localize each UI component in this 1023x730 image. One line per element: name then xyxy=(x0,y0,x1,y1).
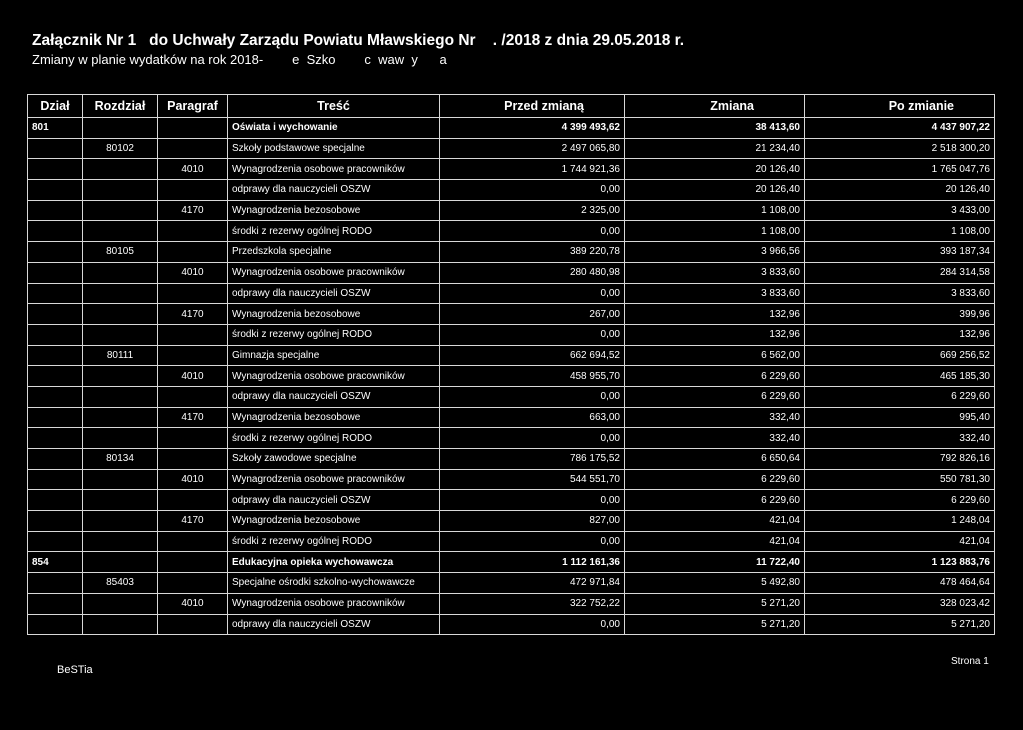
cell-dzial xyxy=(28,221,83,242)
cell-zmiana: 132,96 xyxy=(625,304,805,325)
cell-po-zmianie: 332,40 xyxy=(805,428,995,449)
table-row xyxy=(28,242,995,263)
cell-zmiana: 5 271,20 xyxy=(625,614,805,635)
table-row xyxy=(28,118,995,139)
cell-dzial xyxy=(28,200,83,221)
cell-rozdzial xyxy=(83,531,158,552)
cell-przed-zmiana: 662 694,52 xyxy=(440,345,625,366)
cell-paragraf: 4010 xyxy=(158,159,228,180)
cell-po-zmianie: 399,96 xyxy=(805,304,995,325)
cell-dzial xyxy=(28,304,83,325)
cell-paragraf xyxy=(158,180,228,201)
table-row xyxy=(28,345,995,366)
cell-zmiana: 6 650,64 xyxy=(625,449,805,470)
cell-rozdzial xyxy=(83,593,158,614)
cell-zmiana: 1 108,00 xyxy=(625,200,805,221)
document-subtitle: Zmiany w planie wydatków na rok 2018- e Szko c waw y a xyxy=(32,52,447,67)
page-number: Strona 1 xyxy=(951,656,989,667)
cell-paragraf xyxy=(158,324,228,345)
cell-po-zmianie: 1 765 047,76 xyxy=(805,159,995,180)
cell-paragraf: 4010 xyxy=(158,593,228,614)
cell-po-zmianie: 550 781,30 xyxy=(805,469,995,490)
cell-tresc: odprawy dla nauczycieli OSZW xyxy=(228,386,440,407)
cell-paragraf: 4010 xyxy=(158,262,228,283)
cell-przed-zmiana: 0,00 xyxy=(440,428,625,449)
cell-przed-zmiana: 0,00 xyxy=(440,386,625,407)
cell-paragraf xyxy=(158,531,228,552)
cell-zmiana: 5 492,80 xyxy=(625,573,805,594)
cell-po-zmianie: 3 833,60 xyxy=(805,283,995,304)
cell-rozdzial xyxy=(83,511,158,532)
cell-paragraf: 4010 xyxy=(158,366,228,387)
cell-tresc: Wynagrodzenia bezosobowe xyxy=(228,200,440,221)
table-row xyxy=(28,221,995,242)
cell-tresc: Wynagrodzenia bezosobowe xyxy=(228,304,440,325)
table-row xyxy=(28,552,995,573)
cell-zmiana: 11 722,40 xyxy=(625,552,805,573)
cell-przed-zmiana: 472 971,84 xyxy=(440,573,625,594)
cell-po-zmianie: 132,96 xyxy=(805,324,995,345)
cell-dzial xyxy=(28,262,83,283)
cell-paragraf xyxy=(158,490,228,511)
cell-dzial xyxy=(28,407,83,428)
cell-przed-zmiana: 267,00 xyxy=(440,304,625,325)
cell-zmiana: 332,40 xyxy=(625,407,805,428)
table-row xyxy=(28,490,995,511)
table-row xyxy=(28,200,995,221)
table-row xyxy=(28,262,995,283)
cell-dzial xyxy=(28,242,83,263)
cell-po-zmianie: 393 187,34 xyxy=(805,242,995,263)
cell-rozdzial xyxy=(83,324,158,345)
table-row xyxy=(28,324,995,345)
cell-paragraf xyxy=(158,345,228,366)
cell-zmiana: 3 833,60 xyxy=(625,262,805,283)
cell-tresc: odprawy dla nauczycieli OSZW xyxy=(228,180,440,201)
cell-po-zmianie: 284 314,58 xyxy=(805,262,995,283)
cell-przed-zmiana: 322 752,22 xyxy=(440,593,625,614)
cell-po-zmianie: 6 229,60 xyxy=(805,386,995,407)
cell-tresc: odprawy dla nauczycieli OSZW xyxy=(228,283,440,304)
cell-paragraf: 4170 xyxy=(158,200,228,221)
cell-rozdzial xyxy=(83,490,158,511)
cell-przed-zmiana: 458 955,70 xyxy=(440,366,625,387)
cell-przed-zmiana: 0,00 xyxy=(440,324,625,345)
table-row xyxy=(28,138,995,159)
cell-paragraf xyxy=(158,386,228,407)
cell-po-zmianie: 20 126,40 xyxy=(805,180,995,201)
cell-zmiana: 421,04 xyxy=(625,511,805,532)
table-row xyxy=(28,304,995,325)
cell-tresc: Wynagrodzenia osobowe pracowników xyxy=(228,469,440,490)
cell-przed-zmiana: 663,00 xyxy=(440,407,625,428)
cell-dzial xyxy=(28,180,83,201)
cell-dzial: 854 xyxy=(28,552,83,573)
cell-po-zmianie: 1 123 883,76 xyxy=(805,552,995,573)
cell-przed-zmiana: 280 480,98 xyxy=(440,262,625,283)
cell-rozdzial xyxy=(83,386,158,407)
cell-tresc: Specjalne ośrodki szkolno-wychowawcze xyxy=(228,573,440,594)
cell-paragraf xyxy=(158,283,228,304)
table-row xyxy=(28,614,995,635)
cell-tresc: Wynagrodzenia bezosobowe xyxy=(228,407,440,428)
cell-przed-zmiana: 544 551,70 xyxy=(440,469,625,490)
table-row xyxy=(28,428,995,449)
cell-przed-zmiana: 0,00 xyxy=(440,180,625,201)
cell-paragraf: 4170 xyxy=(158,511,228,532)
cell-tresc: Szkoły podstawowe specjalne xyxy=(228,138,440,159)
cell-przed-zmiana: 4 399 493,62 xyxy=(440,118,625,139)
cell-przed-zmiana: 2 497 065,80 xyxy=(440,138,625,159)
cell-rozdzial xyxy=(83,428,158,449)
cell-tresc: Gimnazja specjalne xyxy=(228,345,440,366)
cell-zmiana: 421,04 xyxy=(625,531,805,552)
table-row xyxy=(28,159,995,180)
cell-dzial xyxy=(28,573,83,594)
column-header: Treść xyxy=(228,95,440,118)
cell-przed-zmiana: 0,00 xyxy=(440,614,625,635)
cell-przed-zmiana: 1 744 921,36 xyxy=(440,159,625,180)
table-row xyxy=(28,180,995,201)
cell-przed-zmiana: 1 112 161,36 xyxy=(440,552,625,573)
cell-tresc: środki z rezerwy ogólnej RODO xyxy=(228,428,440,449)
cell-rozdzial xyxy=(83,552,158,573)
cell-zmiana: 5 271,20 xyxy=(625,593,805,614)
cell-zmiana: 6 229,60 xyxy=(625,469,805,490)
cell-paragraf xyxy=(158,242,228,263)
cell-rozdzial xyxy=(83,304,158,325)
column-header: Przed zmianą xyxy=(440,95,625,118)
cell-po-zmianie: 3 433,00 xyxy=(805,200,995,221)
table-row xyxy=(28,511,995,532)
cell-dzial xyxy=(28,511,83,532)
cell-dzial xyxy=(28,159,83,180)
cell-rozdzial xyxy=(83,407,158,428)
cell-tresc: Wynagrodzenia osobowe pracowników xyxy=(228,366,440,387)
cell-po-zmianie: 792 826,16 xyxy=(805,449,995,470)
cell-dzial xyxy=(28,345,83,366)
table-header-row xyxy=(28,95,995,118)
cell-dzial xyxy=(28,490,83,511)
cell-paragraf: 4170 xyxy=(158,304,228,325)
cell-po-zmianie: 421,04 xyxy=(805,531,995,552)
cell-tresc: Szkoły zawodowe specjalne xyxy=(228,449,440,470)
cell-zmiana: 6 229,60 xyxy=(625,490,805,511)
cell-rozdzial: 80102 xyxy=(83,138,158,159)
cell-przed-zmiana: 389 220,78 xyxy=(440,242,625,263)
cell-po-zmianie: 6 229,60 xyxy=(805,490,995,511)
cell-przed-zmiana: 827,00 xyxy=(440,511,625,532)
column-header: Po zmianie xyxy=(805,95,995,118)
cell-dzial xyxy=(28,324,83,345)
table-row xyxy=(28,531,995,552)
cell-rozdzial xyxy=(83,262,158,283)
cell-tresc: środki z rezerwy ogólnej RODO xyxy=(228,221,440,242)
cell-dzial xyxy=(28,614,83,635)
cell-dzial xyxy=(28,366,83,387)
cell-dzial xyxy=(28,531,83,552)
cell-rozdzial xyxy=(83,283,158,304)
cell-rozdzial: 80105 xyxy=(83,242,158,263)
cell-zmiana: 3 833,60 xyxy=(625,283,805,304)
footer-software-name: BeSTia xyxy=(57,664,93,676)
cell-paragraf xyxy=(158,428,228,449)
cell-tresc: Wynagrodzenia bezosobowe xyxy=(228,511,440,532)
column-header: Rozdział xyxy=(83,95,158,118)
cell-przed-zmiana: 0,00 xyxy=(440,531,625,552)
cell-rozdzial xyxy=(83,614,158,635)
cell-tresc: Oświata i wychowanie xyxy=(228,118,440,139)
cell-paragraf xyxy=(158,552,228,573)
cell-po-zmianie: 1 108,00 xyxy=(805,221,995,242)
cell-zmiana: 20 126,40 xyxy=(625,159,805,180)
cell-paragraf xyxy=(158,449,228,470)
table-row xyxy=(28,386,995,407)
cell-tresc: Wynagrodzenia osobowe pracowników xyxy=(228,262,440,283)
table-row xyxy=(28,366,995,387)
cell-po-zmianie: 478 464,64 xyxy=(805,573,995,594)
cell-tresc: Przedszkola specjalne xyxy=(228,242,440,263)
cell-zmiana: 6 229,60 xyxy=(625,366,805,387)
cell-zmiana: 1 108,00 xyxy=(625,221,805,242)
cell-paragraf xyxy=(158,221,228,242)
cell-dzial xyxy=(28,386,83,407)
cell-rozdzial xyxy=(83,221,158,242)
document-title: Załącznik Nr 1 do Uchwały Zarządu Powiatu Mławskiego Nr . /2018 z dnia 29.05.2018 r. xyxy=(32,32,685,49)
cell-rozdzial xyxy=(83,180,158,201)
cell-rozdzial xyxy=(83,118,158,139)
cell-po-zmianie: 995,40 xyxy=(805,407,995,428)
cell-tresc: środki z rezerwy ogólnej RODO xyxy=(228,531,440,552)
table-row xyxy=(28,573,995,594)
cell-po-zmianie: 465 185,30 xyxy=(805,366,995,387)
cell-paragraf xyxy=(158,138,228,159)
cell-paragraf xyxy=(158,118,228,139)
expenditure-table xyxy=(27,94,995,635)
cell-dzial xyxy=(28,593,83,614)
cell-przed-zmiana: 2 325,00 xyxy=(440,200,625,221)
cell-tresc: środki z rezerwy ogólnej RODO xyxy=(228,324,440,345)
column-header: Paragraf xyxy=(158,95,228,118)
cell-przed-zmiana: 786 175,52 xyxy=(440,449,625,470)
cell-dzial xyxy=(28,469,83,490)
cell-tresc: Edukacyjna opieka wychowawcza xyxy=(228,552,440,573)
cell-zmiana: 21 234,40 xyxy=(625,138,805,159)
cell-paragraf: 4170 xyxy=(158,407,228,428)
cell-tresc: odprawy dla nauczycieli OSZW xyxy=(228,614,440,635)
cell-zmiana: 20 126,40 xyxy=(625,180,805,201)
cell-przed-zmiana: 0,00 xyxy=(440,490,625,511)
cell-po-zmianie: 328 023,42 xyxy=(805,593,995,614)
cell-rozdzial xyxy=(83,200,158,221)
cell-zmiana: 6 562,00 xyxy=(625,345,805,366)
cell-zmiana: 332,40 xyxy=(625,428,805,449)
cell-tresc: Wynagrodzenia osobowe pracowników xyxy=(228,593,440,614)
cell-zmiana: 38 413,60 xyxy=(625,118,805,139)
cell-zmiana: 132,96 xyxy=(625,324,805,345)
column-header: Zmiana xyxy=(625,95,805,118)
cell-po-zmianie: 1 248,04 xyxy=(805,511,995,532)
cell-dzial xyxy=(28,283,83,304)
cell-tresc: odprawy dla nauczycieli OSZW xyxy=(228,490,440,511)
cell-tresc: Wynagrodzenia osobowe pracowników xyxy=(228,159,440,180)
cell-zmiana: 6 229,60 xyxy=(625,386,805,407)
cell-rozdzial xyxy=(83,469,158,490)
table-row xyxy=(28,407,995,428)
cell-zmiana: 3 966,56 xyxy=(625,242,805,263)
table-row xyxy=(28,449,995,470)
table-row xyxy=(28,469,995,490)
cell-rozdzial: 80111 xyxy=(83,345,158,366)
cell-rozdzial xyxy=(83,159,158,180)
table-row xyxy=(28,593,995,614)
cell-po-zmianie: 4 437 907,22 xyxy=(805,118,995,139)
cell-paragraf xyxy=(158,573,228,594)
cell-dzial xyxy=(28,449,83,470)
cell-dzial: 801 xyxy=(28,118,83,139)
table-row xyxy=(28,283,995,304)
cell-przed-zmiana: 0,00 xyxy=(440,283,625,304)
cell-paragraf: 4010 xyxy=(158,469,228,490)
cell-paragraf xyxy=(158,614,228,635)
cell-po-zmianie: 669 256,52 xyxy=(805,345,995,366)
cell-po-zmianie: 5 271,20 xyxy=(805,614,995,635)
cell-przed-zmiana: 0,00 xyxy=(440,221,625,242)
cell-dzial xyxy=(28,138,83,159)
cell-rozdzial: 80134 xyxy=(83,449,158,470)
cell-dzial xyxy=(28,428,83,449)
cell-po-zmianie: 2 518 300,20 xyxy=(805,138,995,159)
cell-rozdzial: 85403 xyxy=(83,573,158,594)
cell-rozdzial xyxy=(83,366,158,387)
column-header: Dział xyxy=(28,95,83,118)
